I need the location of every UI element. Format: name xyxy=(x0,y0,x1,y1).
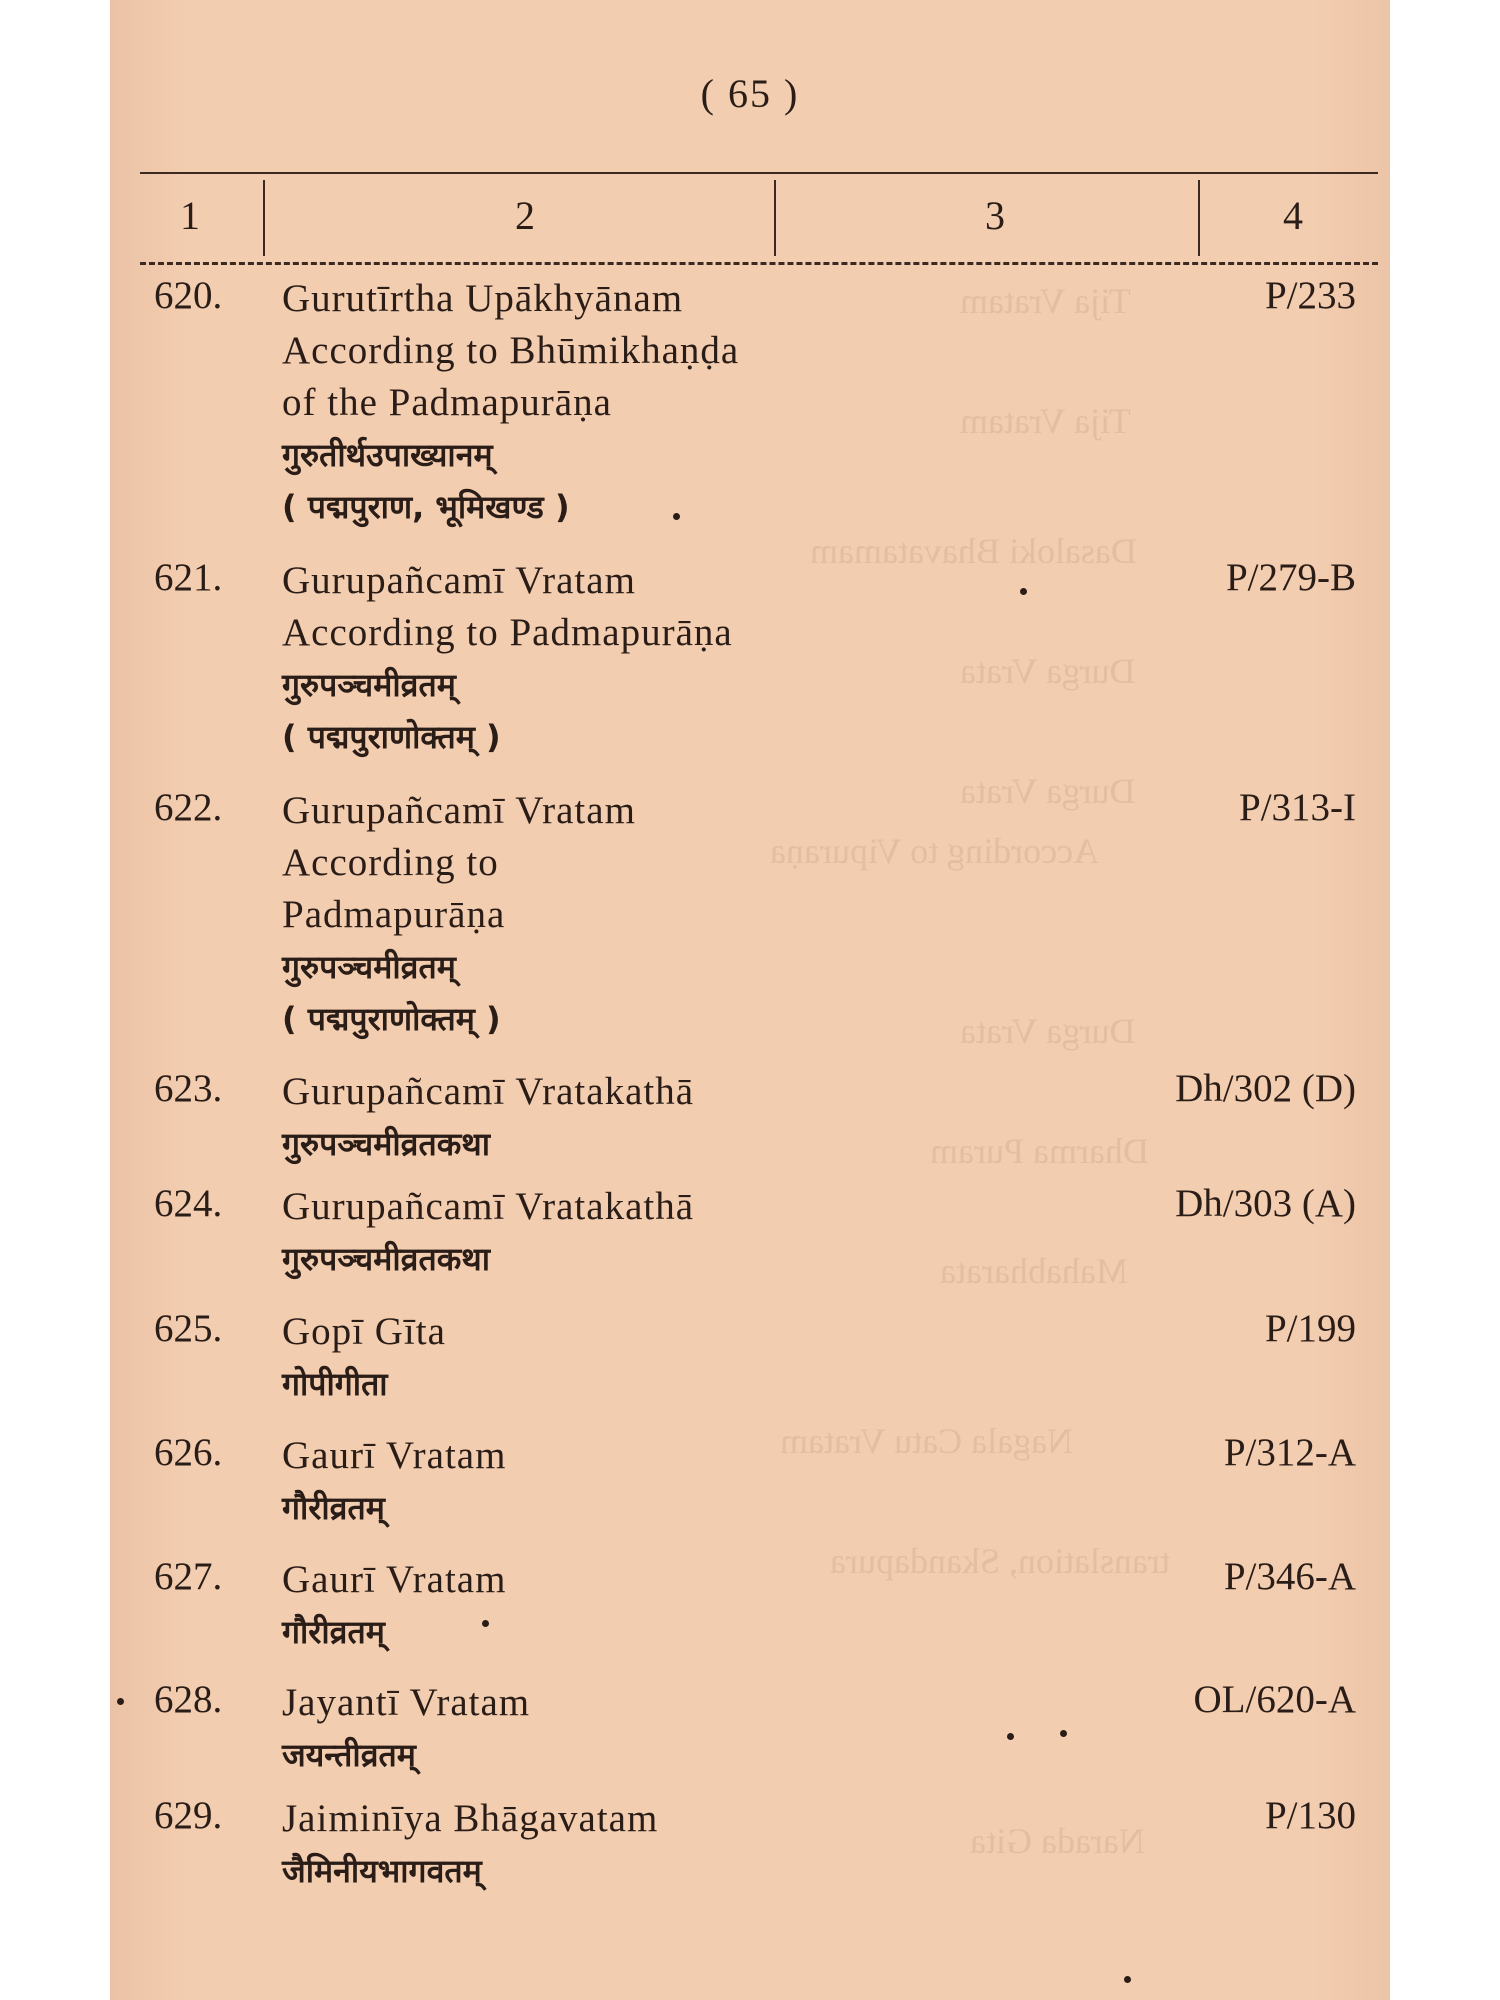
catalog-code: P/312-A xyxy=(1223,1431,1356,1474)
title-line: Gurupañcamī Vratam xyxy=(282,789,636,832)
bleed-through-text: Nagala Catu Vratam xyxy=(780,1421,1074,1461)
catalog-code: OL/620-A xyxy=(1193,1678,1356,1721)
page-number: ( 65 ) xyxy=(700,71,800,116)
sanskrit-source: ( पद्मपुराण, भूमिखण्ड ) xyxy=(282,488,570,526)
ink-speck xyxy=(1007,1733,1014,1740)
catalog-code: P/199 xyxy=(1264,1307,1356,1350)
title-line: Gurupañcamī Vratakathā xyxy=(282,1070,695,1113)
sanskrit-title: गुरुपञ्चमीव्रतम् xyxy=(282,666,456,704)
ink-speck xyxy=(117,1698,124,1705)
sanskrit-title: गुरुपञ्चमीव्रतम् xyxy=(282,948,456,986)
bleed-through-text: According to Vipuraṇa xyxy=(770,831,1100,871)
catalog-code: P/313-I xyxy=(1239,786,1356,829)
sanskrit-title: गौरीव्रतम् xyxy=(282,1613,385,1651)
sanskrit-title: गोपीगीता xyxy=(282,1365,388,1403)
book-page xyxy=(110,0,1390,2000)
header-bottom-rule xyxy=(140,262,1378,265)
entry-title xyxy=(282,1793,922,1897)
entry-title xyxy=(282,555,922,763)
ink-speck xyxy=(1124,1976,1131,1983)
title-line: Gaurī Vratam xyxy=(282,1558,507,1601)
entry-number: 623. xyxy=(154,1067,223,1110)
bleed-through-text: Tija Vratam xyxy=(960,281,1131,321)
column-header-4: 4 xyxy=(1283,193,1303,238)
title-line: Jayantī Vratam xyxy=(282,1681,531,1724)
entry-number: 627. xyxy=(154,1555,223,1598)
title-line: Padmapurāṇa xyxy=(282,893,506,936)
column-separator xyxy=(774,180,776,256)
title-line: Gurupañcamī Vratakathā xyxy=(282,1185,695,1228)
entry-number: 628. xyxy=(154,1678,223,1721)
entry-number: 629. xyxy=(154,1794,223,1837)
sanskrit-source: ( पद्मपुराणोक्तम् ) xyxy=(282,1000,501,1038)
bleed-through-text: Tija Vratam xyxy=(960,401,1131,441)
title-line: Jaiminīya Bhāgavatam xyxy=(282,1797,659,1840)
entry-title xyxy=(282,1181,922,1285)
entry-title xyxy=(282,1677,922,1781)
entry-number: 622. xyxy=(154,786,223,829)
bleed-through-text: Dasaloki Bhavatamam xyxy=(810,531,1137,571)
title-line: According to Padmapurāṇa xyxy=(282,611,733,654)
sanskrit-source: ( पद्मपुराणोक्तम् ) xyxy=(282,718,501,756)
title-line: Gurupañcamī Vratam xyxy=(282,559,636,602)
entry-number: 621. xyxy=(154,556,223,599)
entry-title xyxy=(282,273,922,533)
entry-title xyxy=(282,1066,922,1170)
column-header-1: 1 xyxy=(180,193,200,238)
bleed-through-text: Narada Gita xyxy=(970,1821,1145,1861)
ink-speck xyxy=(1060,1730,1067,1737)
entry-title xyxy=(282,1306,922,1410)
column-header-3: 3 xyxy=(985,193,1005,238)
column-separator xyxy=(263,180,265,256)
catalog-code: P/279-B xyxy=(1225,556,1356,599)
entry-number: 624. xyxy=(154,1182,223,1225)
sanskrit-title: गुरुपञ्चमीव्रतकथा xyxy=(282,1240,491,1278)
catalog-code: Dh/302 (D) xyxy=(1175,1067,1356,1110)
title-line: of the Padmapurāṇa xyxy=(282,381,612,424)
sanskrit-title: गौरीव्रतम् xyxy=(282,1489,385,1527)
title-line: Gaurī Vratam xyxy=(282,1434,507,1477)
title-line: According to xyxy=(282,841,499,884)
sanskrit-title: जैमिनीयभागवतम् xyxy=(282,1852,482,1890)
entry-number: 625. xyxy=(154,1307,223,1350)
catalog-code: P/130 xyxy=(1264,1794,1356,1837)
column-separator xyxy=(1198,180,1200,256)
entry-title xyxy=(282,785,922,1045)
bleed-through-text: Durga Vrata xyxy=(960,651,1136,691)
entry-number: 620. xyxy=(154,274,223,317)
catalog-code: Dh/303 (A) xyxy=(1175,1182,1356,1225)
title-line: According to Bhūmikhaṇḍa xyxy=(282,329,740,372)
ink-speck xyxy=(673,513,680,520)
catalog-code: P/346-A xyxy=(1223,1555,1356,1598)
sanskrit-title: जयन्तीव्रतम् xyxy=(282,1736,416,1774)
entry-title xyxy=(282,1554,922,1658)
bleed-through-text: Durga Vrata xyxy=(960,771,1136,811)
title-line: Gurutīrtha Upākhyānam xyxy=(282,277,684,320)
ink-speck xyxy=(482,1620,489,1627)
ink-speck xyxy=(1020,588,1027,595)
bleed-through-text: translation, Skandapura xyxy=(830,1541,1170,1581)
bleed-through-text: Durga Vrata xyxy=(960,1011,1136,1051)
column-header-2: 2 xyxy=(515,193,535,238)
entry-number: 626. xyxy=(154,1431,223,1474)
bleed-through-text: Mahabharata xyxy=(940,1251,1128,1291)
header-top-rule xyxy=(140,172,1378,174)
catalog-code: P/233 xyxy=(1264,274,1356,317)
entry-title xyxy=(282,1430,922,1534)
bleed-through-text: Dharma Puram xyxy=(930,1131,1149,1171)
sanskrit-title: गुरुतीर्थउपाख्यानम् xyxy=(282,436,493,474)
title-line: Gopī Gīta xyxy=(282,1310,446,1353)
sanskrit-title: गुरुपञ्चमीव्रतकथा xyxy=(282,1125,491,1163)
